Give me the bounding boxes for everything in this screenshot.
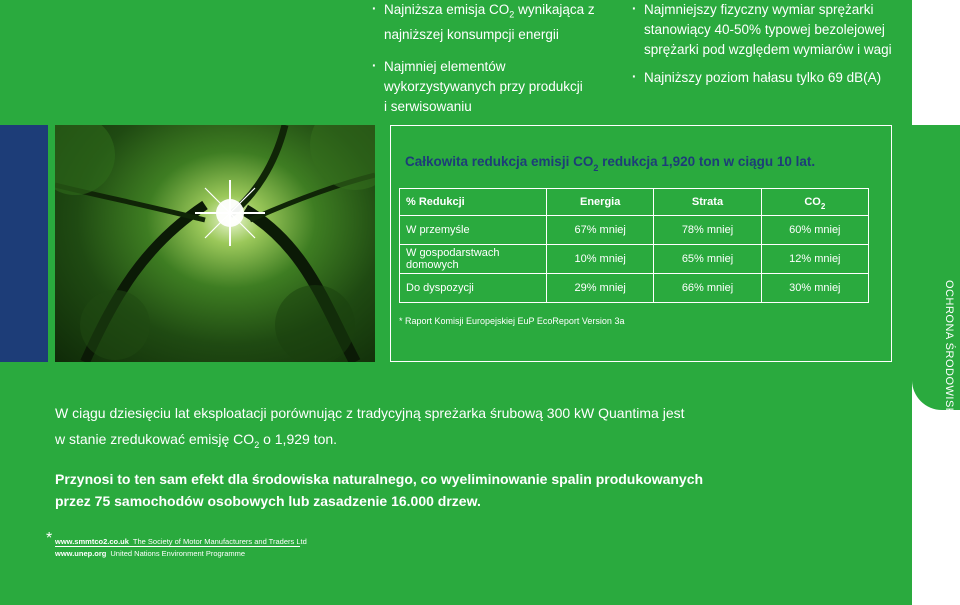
footnote-item: www.smmtco2.co.uk The Society of Motor Manufacturers and Traders Ltd xyxy=(55,537,307,546)
cell-energia: 10% mniej xyxy=(547,245,654,274)
emission-paragraph: W ciągu dziesięciu lat eksploatacji porównując z tradycyjną spreżarka śrubową 300 kW Quantima jest w stanie zredukować emisję $CO_2$ o 1,929 ton. xyxy=(55,405,685,450)
footnote-asterisk: * xyxy=(46,530,53,547)
report-note: * Raport Komisji Europejskiej EuP EcoReport Version 3a xyxy=(399,316,625,326)
row-label: W przemyśle xyxy=(400,216,547,245)
table-header-row xyxy=(400,189,869,216)
effect-paragraph: Przynosi to ten sam efekt dla środowiska naturalnego, co wyeliminowanie spalin produkowanych przez 75 samochodów osobowych lub zasadzenie 16.000 drzew. xyxy=(55,471,704,509)
row-label: Do dyspozycji xyxy=(400,274,547,303)
footnote-item: www.unep.org United Nations Environment Programme xyxy=(55,549,246,558)
column-header: $CO_2$ xyxy=(761,189,868,216)
blue-accent-bar xyxy=(0,125,48,362)
table-row xyxy=(400,274,869,303)
cell-co2: 60% mniej xyxy=(761,216,868,245)
column-header: Energia xyxy=(547,189,654,216)
cell-energia: 29% mniej xyxy=(547,274,654,303)
column-header: Strata xyxy=(654,189,761,216)
reduction-table xyxy=(399,188,869,303)
feature-item: · Najmniejszy fizyczny wymiar sprężarki stanowiący 40-50% typowej bezolejowej sprężarki pod względem wymiarów i wagi xyxy=(632,0,912,60)
feature-item: · Najmniej elementów wykorzystywanych przy produkcji i serwisowaniu xyxy=(372,57,612,117)
cell-co2: 12% mniej xyxy=(761,245,868,274)
cell-energia: 67% mniej xyxy=(547,216,654,245)
footnote-url[interactable]: www.unep.org xyxy=(55,549,107,558)
features-list-right xyxy=(632,0,912,96)
side-tab-label: OCHRONA ŚRODOWISKA xyxy=(943,280,955,424)
footnote-url[interactable]: www.smmtco2.co.uk xyxy=(55,537,129,546)
forest-canopy-drawing xyxy=(55,125,375,362)
reduction-panel xyxy=(390,125,892,362)
row-label: W gospodarstwach domowych xyxy=(400,245,547,274)
panel-heading: Całkowita redukcja emisji $CO_2$ redukcja 1,920 ton w ciągu 10 lat. xyxy=(405,154,816,173)
table-row xyxy=(400,216,869,245)
footnote-divider xyxy=(55,546,300,547)
feature-item: · Najniższy poziom hałasu tylko 69 dB(A) xyxy=(632,68,912,88)
cell-strata: 66% mniej xyxy=(654,274,761,303)
features-list-left xyxy=(372,0,612,129)
cell-strata: 78% mniej xyxy=(654,216,761,245)
column-header: % Redukcji xyxy=(400,189,547,216)
cell-strata: 65% mniej xyxy=(654,245,761,274)
cell-co2: 30% mniej xyxy=(761,274,868,303)
forest-canopy-image xyxy=(55,125,375,362)
table-row xyxy=(400,245,869,274)
feature-item: · Najniższa emisja $CO_2$ wynikająca z najniższej konsumpcji energii xyxy=(372,0,612,45)
